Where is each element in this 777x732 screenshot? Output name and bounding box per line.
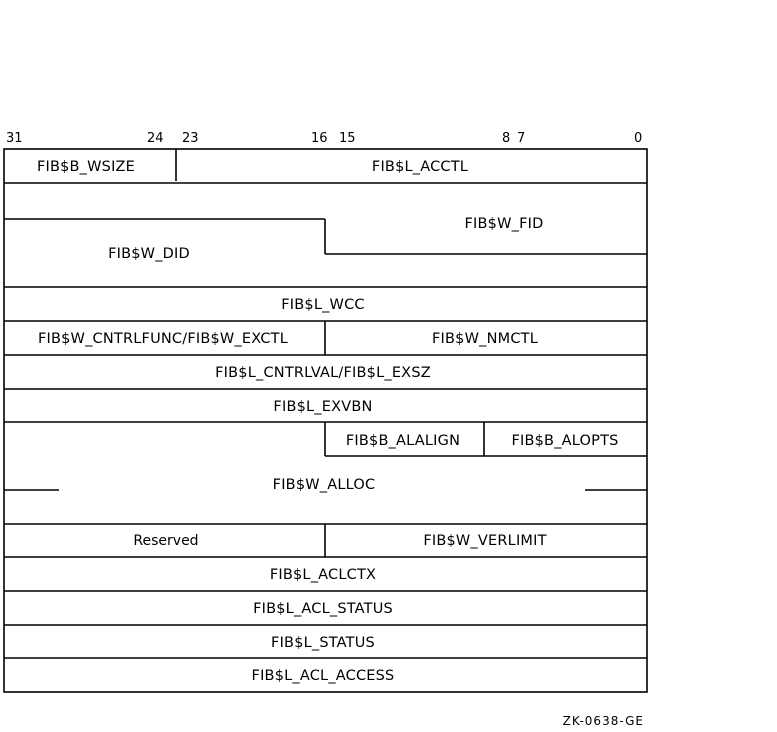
bit-label-15: 15 (339, 131, 356, 146)
bit-label-0: 0 (634, 131, 643, 146)
bit-label-31: 31 (6, 131, 23, 146)
figure-code: ZK-0638-GE (562, 714, 644, 728)
bit-label-23: 23 (182, 131, 199, 146)
field-alopts: FIB$B_ALOPTS (511, 433, 619, 449)
field-acl-status: FIB$L_ACL_STATUS (253, 601, 393, 617)
field-fid: FIB$W_FID (464, 216, 544, 232)
field-reserved: Reserved (133, 533, 199, 549)
field-wcc: FIB$L_WCC (281, 297, 365, 313)
field-acctl: FIB$L_ACCTL (371, 159, 469, 175)
field-cntrlfunc: FIB$W_CNTRLFUNC/FIB$W_EXCTL (37, 331, 289, 347)
field-alloc: FIB$W_ALLOC (272, 477, 376, 493)
field-wsize: FIB$B_WSIZE (36, 159, 136, 175)
field-verlimit: FIB$W_VERLIMIT (423, 533, 547, 549)
field-alalign: FIB$B_ALALIGN (345, 433, 461, 449)
field-status: FIB$L_STATUS (271, 635, 375, 651)
bit-label-8: 8 (502, 131, 511, 146)
bit-label-24: 24 (147, 131, 164, 146)
bit-label-16: 16 (311, 131, 328, 146)
field-cntrlval: FIB$L_CNTRLVAL/FIB$L_EXSZ (215, 365, 431, 381)
field-did: FIB$W_DID (108, 246, 190, 262)
field-nmctl: FIB$W_NMCTL (432, 331, 538, 347)
bit-label-7: 7 (517, 131, 526, 146)
field-acl-access: FIB$L_ACL_ACCESS (251, 668, 395, 684)
field-exvbn: FIB$L_EXVBN (273, 399, 373, 415)
field-aclctx: FIB$L_ACLCTX (269, 567, 377, 583)
